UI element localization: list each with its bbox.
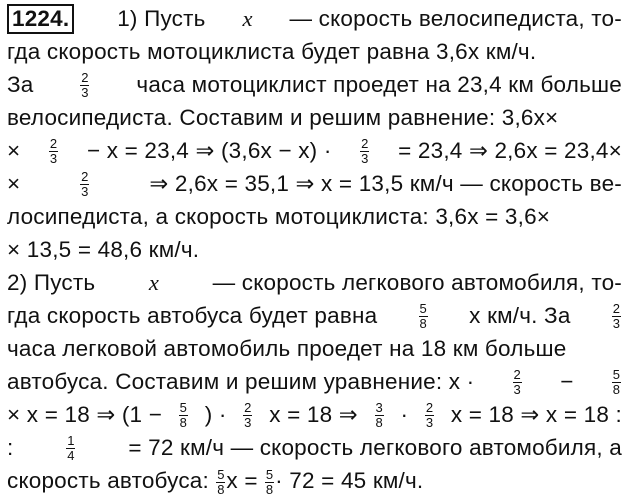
text-segment: x км/ч. За: [469, 303, 571, 328]
text-line: [7, 266, 622, 300]
text-segment: часа мотоциклист проедет на 23,4 км больше: [136, 72, 622, 97]
text-line: [7, 464, 622, 498]
fraction: $\frac{2}{3}$: [81, 69, 89, 100]
text-line: [7, 200, 622, 234]
fraction: $\frac{5}{8}$: [217, 466, 225, 497]
text-segment: ×: [7, 138, 21, 163]
text-segment: автобуса. Составим и решим уравнение: x ·: [7, 369, 475, 394]
text-segment: ×: [7, 171, 21, 196]
problem-number: 1224.: [7, 4, 74, 34]
text-segment: × x = 18 ⇒ (1 −: [7, 402, 163, 427]
math-variable: x: [148, 270, 160, 295]
fraction: $\frac{5}{8}$: [179, 399, 188, 430]
text-segment: часа легковой автомобиль проедет на 18 км больше: [7, 336, 567, 361]
text-segment: — скорость велосипедиста, то-: [289, 6, 622, 31]
fraction: $\frac{2}{3}$: [513, 366, 521, 397]
text-line: [7, 398, 622, 432]
text-segment: — скорость легкового автомобиля, то-: [212, 270, 622, 295]
text-line: [7, 68, 622, 102]
text-segment: гда скорость мотоциклиста будет равна 3,6x км/ч.: [7, 39, 537, 64]
text-segment: За: [7, 72, 34, 97]
text-line: [7, 431, 622, 465]
fraction: $\frac{1}{4}$: [67, 432, 75, 463]
fraction: $\frac{2}{3}$: [49, 135, 58, 166]
text-segment: ·: [400, 402, 409, 427]
text-segment: гда скорость автобуса будет равна: [7, 303, 378, 328]
text-segment: лосипедиста, а скорость мотоциклиста: 3,6x = 3,6×: [7, 204, 551, 229]
text-segment: 1) Пусть: [117, 6, 206, 31]
fraction: $\frac{2}{3}$: [612, 300, 621, 331]
text-line: [7, 233, 622, 267]
fraction: $\frac{2}{3}$: [81, 168, 89, 199]
fraction: $\frac{2}{3}$: [425, 399, 434, 430]
text-line: [7, 2, 622, 36]
text-segment: · 72 = 45 км/ч.: [275, 468, 424, 493]
text-segment: x = 18 ⇒: [269, 402, 358, 427]
text-segment: = 72 км/ч — скорость легкового автомобиля, а: [128, 435, 622, 460]
text-segment: − x = 23,4 ⇒ (3,6x − x) ·: [86, 138, 332, 163]
text-line: [7, 35, 622, 69]
text-segment: скорость автобуса:: [7, 468, 216, 493]
text-segment: × 13,5 = 48,6 км/ч.: [7, 237, 200, 262]
math-variable: x: [242, 6, 253, 31]
text-segment: ⇒ 2,6x = 35,1 ⇒ x = 13,5 км/ч — скорость ве-: [149, 171, 622, 196]
text-line: [7, 167, 622, 201]
text-segment: = 23,4 ⇒ 2,6x = 23,4×: [398, 138, 622, 163]
text-segment: x =: [226, 468, 265, 493]
fraction: $\frac{5}{8}$: [612, 366, 621, 397]
text-segment: ) ·: [204, 402, 227, 427]
text-segment: −: [560, 369, 574, 394]
fraction: $\frac{2}{3}$: [244, 399, 252, 430]
fraction: $\frac{5}{8}$: [265, 466, 274, 497]
text-line: [7, 101, 622, 135]
text-line: [7, 299, 622, 333]
fraction: $\frac{5}{8}$: [419, 300, 427, 331]
text-segment: x = 18 ⇒ x = 18 :: [450, 402, 622, 427]
fraction: $\frac{3}{8}$: [375, 399, 383, 430]
text-segment: :: [7, 435, 14, 460]
text-line: [7, 365, 622, 399]
text-line: [7, 332, 622, 366]
text-line: [7, 134, 622, 168]
fraction: $\frac{2}{3}$: [361, 135, 369, 166]
text-segment: 2) Пусть: [7, 270, 96, 295]
text-segment: велосипедиста. Составим и решим равнение: 3,6x×: [7, 105, 559, 130]
